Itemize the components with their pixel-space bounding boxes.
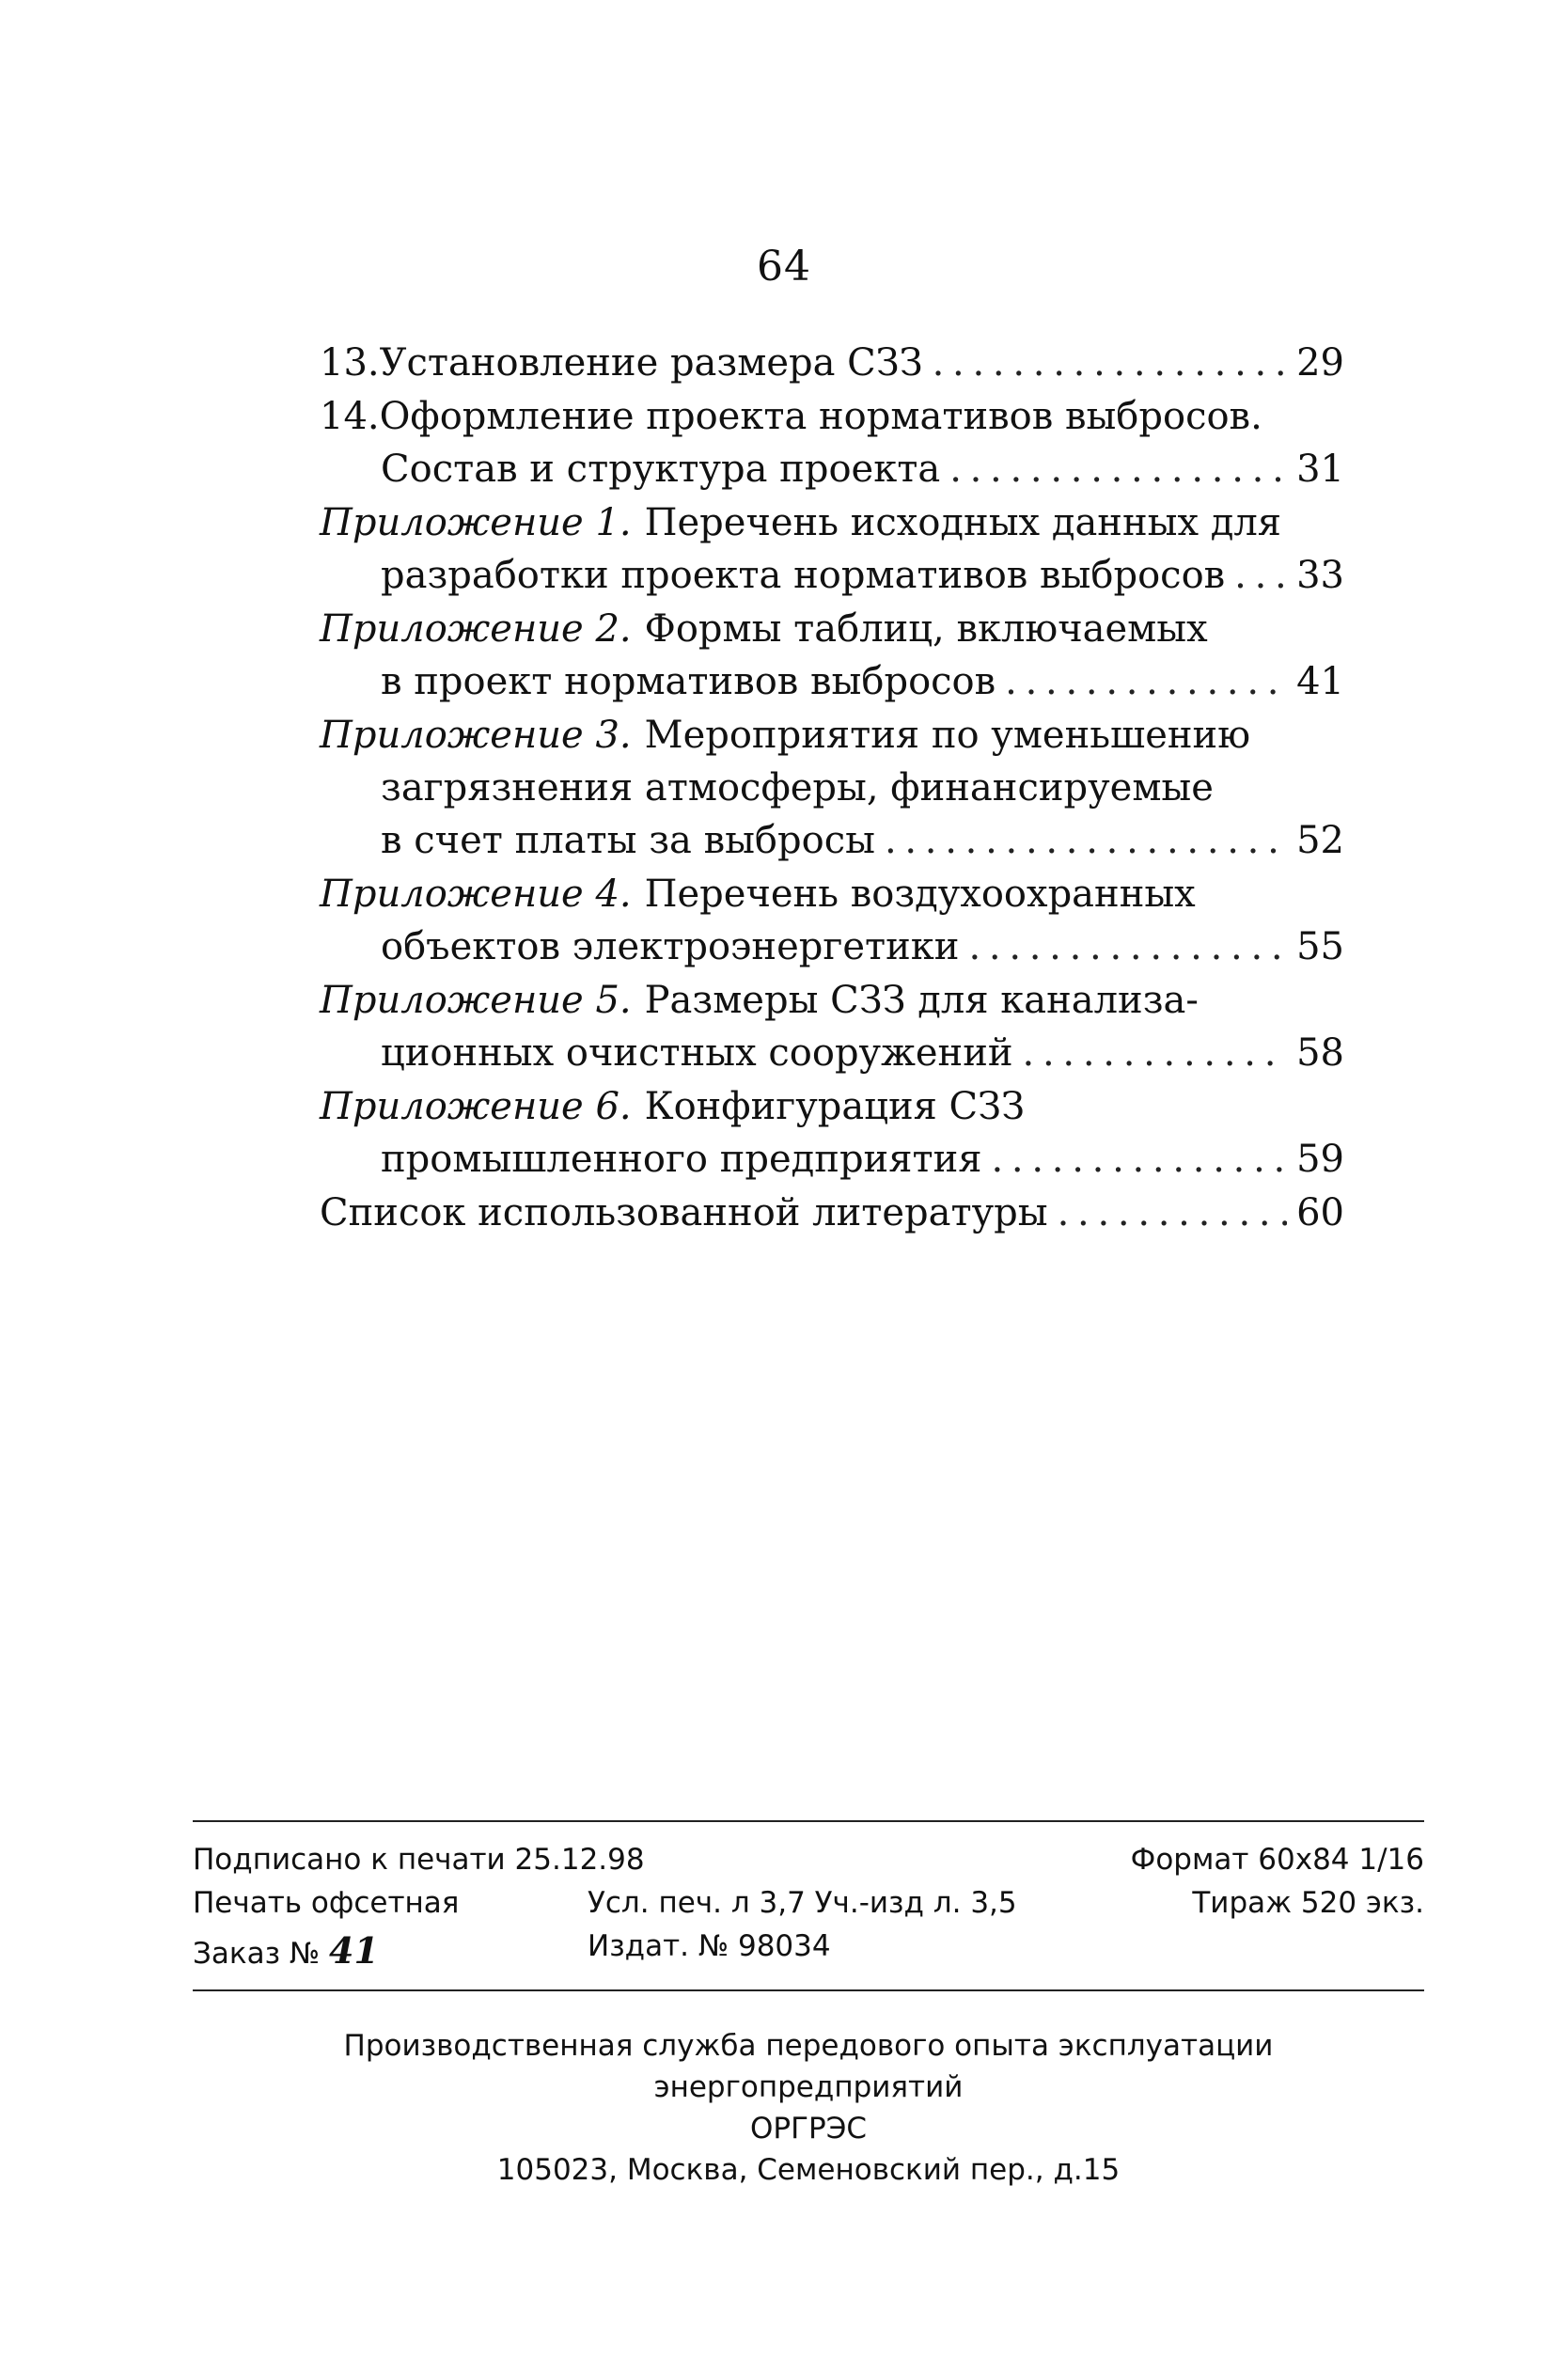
toc-page-number: 58 xyxy=(1296,1031,1344,1075)
toc-line xyxy=(320,337,1344,389)
imprint-block xyxy=(193,1820,1424,2191)
dot-leader xyxy=(968,920,1287,973)
toc-line xyxy=(320,390,1344,443)
toc-entry xyxy=(320,868,1344,973)
toc-page-number: 55 xyxy=(1296,925,1344,968)
toc-line xyxy=(320,1133,1344,1186)
publication-number: Издат. № 98034 xyxy=(588,1929,831,1963)
toc-line xyxy=(320,443,1344,495)
toc-entry-title: Список использованной литературы xyxy=(320,1191,1048,1234)
toc-line xyxy=(320,814,1344,867)
appendix-label: Приложение 1. xyxy=(320,501,632,544)
publisher-info xyxy=(193,2005,1424,2191)
toc-entry-title: разработки проекта нормативов выбросов xyxy=(381,554,1226,597)
toc-line xyxy=(320,762,1344,814)
appendix-label: Приложение 6. xyxy=(320,1085,632,1128)
toc-entry-title: Формы таблиц, включаемых xyxy=(644,607,1208,651)
toc-entry-title: 14.Оформление проекта нормативов выбросов. xyxy=(320,395,1262,438)
toc-entry-title: Перечень воздухоохранных xyxy=(644,873,1196,916)
toc-line xyxy=(320,1187,1344,1239)
toc-entry xyxy=(320,1080,1344,1186)
toc-entry-title: Состав и структура проекта xyxy=(381,448,941,491)
toc-line xyxy=(320,1080,1344,1133)
toc-line xyxy=(320,920,1344,973)
toc-entry-title: объектов электроэнергетики xyxy=(381,925,960,968)
divider xyxy=(193,1989,1424,1991)
toc-entry-title: Конфигурация СЗЗ xyxy=(644,1085,1026,1128)
toc-line xyxy=(320,709,1344,762)
dot-leader xyxy=(933,337,1287,389)
toc-page-number: 33 xyxy=(1296,554,1344,597)
toc-entry-title: в проект нормативов выбросов xyxy=(381,660,996,703)
toc-page-number: 52 xyxy=(1296,819,1344,862)
toc-entry xyxy=(320,974,1344,1079)
publisher-short-name: ОРГРЭС xyxy=(750,2112,867,2146)
toc-page-number: 29 xyxy=(1296,341,1344,385)
toc-entry-title: в счет платы за выбросы xyxy=(381,819,875,862)
print-type: Печать офсетная xyxy=(193,1886,460,1920)
dot-leader xyxy=(1023,1027,1288,1079)
toc-page-number: 31 xyxy=(1296,448,1344,491)
toc-page-number: 41 xyxy=(1296,660,1344,703)
toc-entry-title: ционных очистных сооружений xyxy=(381,1031,1013,1075)
toc-line xyxy=(320,603,1344,655)
dot-leader xyxy=(1005,655,1287,708)
paper-format: Формат 60х84 1/16 xyxy=(1130,1843,1424,1877)
toc-entry-title: загрязнения атмосферы, финансируемые xyxy=(381,766,1214,810)
appendix-label: Приложение 2. xyxy=(320,607,632,651)
dot-leader xyxy=(1058,1187,1288,1239)
toc-entry-title: Мероприятия по уменьшению xyxy=(644,714,1251,757)
page-number: 64 xyxy=(757,243,811,291)
appendix-label: Приложение 3. xyxy=(320,714,632,757)
toc-line xyxy=(320,549,1344,602)
toc-line xyxy=(320,974,1344,1027)
handwritten-order-number: 41 xyxy=(329,1929,379,1972)
toc-entry-title: Размеры СЗЗ для канализа- xyxy=(644,979,1199,1022)
toc-entry-title: промышленного предприятия xyxy=(381,1138,982,1181)
toc-entry xyxy=(320,337,1344,389)
publisher-address: 105023, Москва, Семеновский пер., д.15 xyxy=(496,2153,1121,2187)
toc-page-number: 60 xyxy=(1296,1191,1344,1234)
toc-line xyxy=(320,1027,1344,1079)
appendix-label: Приложение 5. xyxy=(320,979,632,1022)
signed-date: Подписано к печати 25.12.98 xyxy=(193,1843,645,1877)
toc-entry xyxy=(320,603,1344,708)
order-number: Заказ № 41 xyxy=(193,1929,379,1972)
dot-leader xyxy=(885,814,1287,867)
table-of-contents xyxy=(320,337,1344,1240)
toc-line xyxy=(320,868,1344,920)
dot-leader xyxy=(949,443,1287,495)
printed-sheets: Усл. печ. л 3,7 Уч.-изд л. 3,5 xyxy=(588,1886,1017,1920)
toc-entry xyxy=(320,496,1344,602)
toc-page-number: 59 xyxy=(1296,1138,1344,1181)
toc-line xyxy=(320,496,1344,549)
toc-entry xyxy=(320,1187,1344,1239)
toc-entry xyxy=(320,390,1344,495)
circulation: Тираж 520 экз. xyxy=(1192,1886,1424,1920)
dot-leader xyxy=(991,1133,1287,1186)
publisher-name: Производственная служба передового опыта эксплуатации энергопредприятий xyxy=(343,2029,1274,2104)
toc-line xyxy=(320,655,1344,708)
toc-entry-title: Перечень исходных данных для xyxy=(644,501,1281,544)
appendix-label: Приложение 4. xyxy=(320,873,632,916)
dot-leader xyxy=(1234,549,1287,602)
toc-entry xyxy=(320,709,1344,867)
toc-entry-title: 13.Установление размера СЗЗ xyxy=(320,341,923,385)
